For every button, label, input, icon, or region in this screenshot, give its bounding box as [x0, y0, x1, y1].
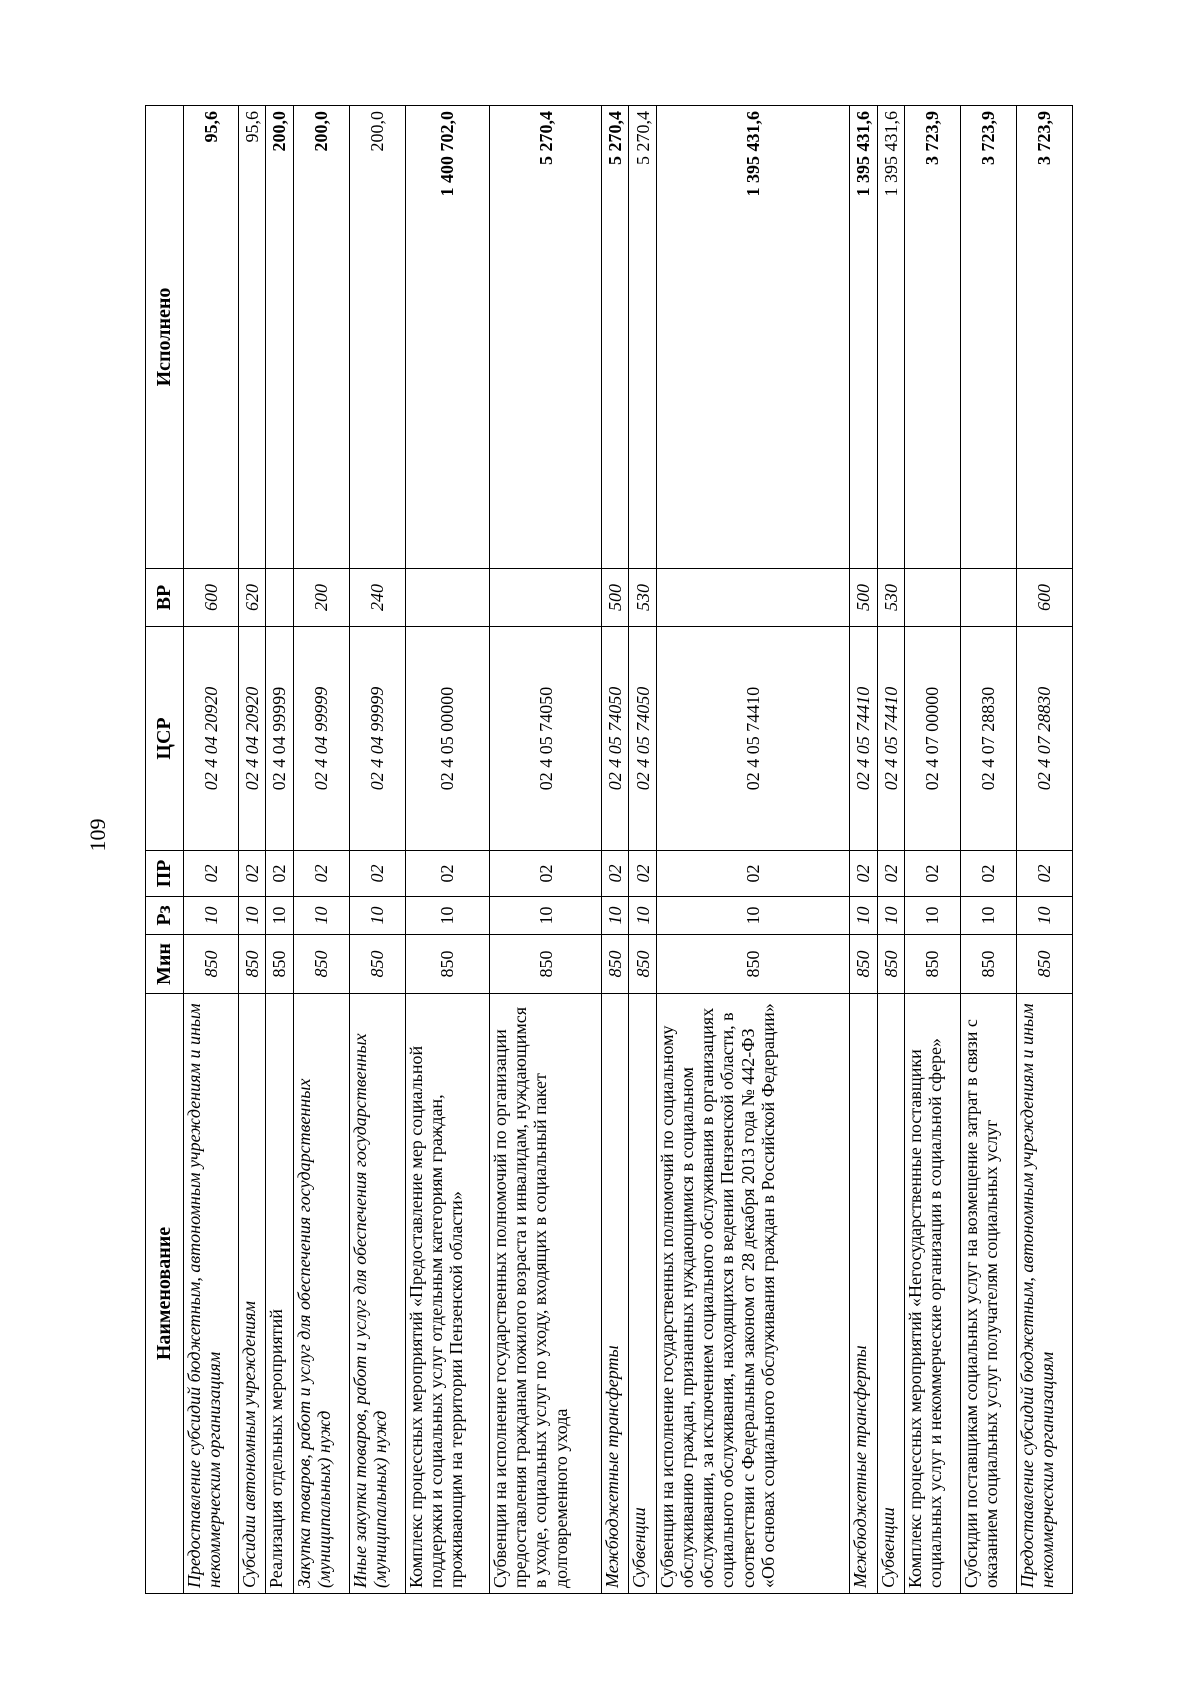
row-done: 3 723,9 [1016, 106, 1072, 569]
row-rz: 10 [184, 897, 239, 935]
row-rz: 10 [877, 897, 904, 935]
row-pr: 02 [656, 851, 849, 897]
row-rz: 10 [960, 897, 1016, 935]
row-vr [960, 569, 1016, 627]
row-name: Субсидии поставщикам социальных услуг на возмещение затрат в связи с оказанием социальных услуг получателям социальных услуг [960, 994, 1016, 1594]
page-number: 109 [85, 818, 110, 852]
row-pr: 02 [629, 851, 656, 897]
header-name: Наименование [146, 994, 184, 1594]
row-done: 5 270,4 [602, 106, 629, 569]
table-row [490, 106, 602, 1594]
header-min: Мин [146, 935, 184, 994]
row-min: 850 [238, 935, 265, 994]
table-header-row [146, 106, 184, 1594]
row-min: 850 [629, 935, 656, 994]
row-done: 200,0 [293, 106, 349, 569]
row-done: 5 270,4 [490, 106, 602, 569]
row-min: 850 [184, 935, 239, 994]
row-rz: 10 [405, 897, 489, 935]
row-vr: 600 [1016, 569, 1072, 627]
row-min: 850 [405, 935, 489, 994]
row-min: 850 [602, 935, 629, 994]
row-done: 1 395 431,6 [877, 106, 904, 569]
header-csr: ЦСР [146, 627, 184, 851]
row-vr [656, 569, 849, 627]
row-min: 850 [1016, 935, 1072, 994]
row-done: 1 395 431,6 [656, 106, 849, 569]
row-done: 200,0 [266, 106, 293, 569]
row-rz: 10 [602, 897, 629, 935]
row-min: 850 [850, 935, 877, 994]
row-csr: 02 4 04 20920 [184, 627, 239, 851]
row-vr: 530 [877, 569, 904, 627]
row-csr: 02 4 04 20920 [238, 627, 265, 851]
table-row [1016, 106, 1072, 1594]
row-pr: 02 [960, 851, 1016, 897]
row-pr: 02 [904, 851, 960, 897]
row-pr: 02 [850, 851, 877, 897]
row-csr: 02 4 05 74410 [656, 627, 849, 851]
row-csr: 02 4 07 00000 [904, 627, 960, 851]
row-min: 850 [349, 935, 405, 994]
row-done: 200,0 [349, 106, 405, 569]
row-rz: 10 [293, 897, 349, 935]
row-vr: 620 [238, 569, 265, 627]
row-name: Комплекс процессных мероприятий «Негосударственные поставщики социальных услуг и некоммерческие организации в социальной сфере» [904, 994, 960, 1594]
table-row [266, 106, 293, 1594]
row-vr [405, 569, 489, 627]
table-row [405, 106, 489, 1594]
row-name: Иные закупки товаров, работ и услуг для обеспечения государственных (муниципальных) нужд [349, 994, 405, 1594]
table-row [602, 106, 629, 1594]
row-name: Предоставление субсидий бюджетным, автономным учреждениям и иным некоммерческим организациям [184, 994, 239, 1594]
row-min: 850 [293, 935, 349, 994]
row-done: 1 400 702,0 [405, 106, 489, 569]
row-csr: 02 4 05 74410 [850, 627, 877, 851]
row-done: 1 395 431,6 [850, 106, 877, 569]
row-vr: 600 [184, 569, 239, 627]
rotated-table-container [145, 106, 1073, 1594]
row-csr: 02 4 04 99999 [293, 627, 349, 851]
row-name: Предоставление субсидий бюджетным, автономным учреждениям и иным некоммерческим организациям [1016, 994, 1072, 1594]
row-vr: 500 [602, 569, 629, 627]
row-min: 850 [960, 935, 1016, 994]
row-pr: 02 [293, 851, 349, 897]
row-pr: 02 [877, 851, 904, 897]
row-rz: 10 [656, 897, 849, 935]
row-name: Закупка товаров, работ и услуг для обеспечения государственных (муниципальных) нужд [293, 994, 349, 1594]
row-name: Субвенции на исполнение государственных полномочий по социальному обслуживанию граждан, признанных нуждающимися в социальном обслуживании, за исключением социального обслуживания в организациях социального обслуживания, находящихся в ведении Пензенской области, в соответствии с Федеральным законом от 28 декабря 2013 года № 442-ФЗ «Об основах социального обслуживания граждан в Российской Федерации» [656, 994, 849, 1594]
row-min: 850 [490, 935, 602, 994]
row-rz: 10 [349, 897, 405, 935]
row-csr: 02 4 05 74050 [602, 627, 629, 851]
table-row [850, 106, 877, 1594]
row-csr: 02 4 05 74050 [629, 627, 656, 851]
row-name: Субвенции [629, 994, 656, 1594]
row-csr: 02 4 04 99999 [349, 627, 405, 851]
row-rz: 10 [904, 897, 960, 935]
row-vr: 530 [629, 569, 656, 627]
table-row [656, 106, 849, 1594]
row-csr: 02 4 07 28830 [1016, 627, 1072, 851]
row-done: 5 270,4 [629, 106, 656, 569]
row-pr: 02 [405, 851, 489, 897]
row-rz: 10 [1016, 897, 1072, 935]
row-csr: 02 4 07 28830 [960, 627, 1016, 851]
row-name: Субсидии автономным учреждениям [238, 994, 265, 1594]
row-rz: 10 [850, 897, 877, 935]
row-csr: 02 4 04 99999 [266, 627, 293, 851]
row-rz: 10 [266, 897, 293, 935]
row-pr: 02 [490, 851, 602, 897]
row-name: Комплекс процессных мероприятий «Предоставление мер социальной поддержки и социальных услуг отдельным категориям граждан, проживающим на территории Пензенской области» [405, 994, 489, 1594]
row-csr: 02 4 05 74410 [877, 627, 904, 851]
table-row [293, 106, 349, 1594]
table-row [877, 106, 904, 1594]
row-name: Субвенции на исполнение государственных полномочий по организации предоставления гражданам пожилого возраста и инвалидам, нуждающимся в уходе, социальных услуг по уходу, входящих в социальный пакет долговременного ухода [490, 994, 602, 1594]
table-row [904, 106, 960, 1594]
row-pr: 02 [184, 851, 239, 897]
row-vr [490, 569, 602, 627]
row-vr: 240 [349, 569, 405, 627]
table-row [238, 106, 265, 1594]
row-pr: 02 [349, 851, 405, 897]
table-row [184, 106, 239, 1594]
row-pr: 02 [238, 851, 265, 897]
row-vr: 500 [850, 569, 877, 627]
table-row [960, 106, 1016, 1594]
row-vr [904, 569, 960, 627]
row-vr: 200 [293, 569, 349, 627]
header-done: Исполнено [146, 106, 184, 569]
row-vr [266, 569, 293, 627]
row-pr: 02 [1016, 851, 1072, 897]
row-csr: 02 4 05 74050 [490, 627, 602, 851]
row-pr: 02 [602, 851, 629, 897]
row-name: Реализация отдельных мероприятий [266, 994, 293, 1594]
row-done: 95,6 [238, 106, 265, 569]
row-name: Субвенции [877, 994, 904, 1594]
header-vr: ВР [146, 569, 184, 627]
row-name: Межбюджетные трансферты [602, 994, 629, 1594]
row-name: Межбюджетные трансферты [850, 994, 877, 1594]
row-min: 850 [656, 935, 849, 994]
header-pr: ПР [146, 851, 184, 897]
table-row [349, 106, 405, 1594]
row-rz: 10 [238, 897, 265, 935]
header-rz: Рз [146, 897, 184, 935]
row-done: 3 723,9 [960, 106, 1016, 569]
row-min: 850 [904, 935, 960, 994]
budget-table [145, 105, 1073, 1594]
row-pr: 02 [266, 851, 293, 897]
row-done: 95,6 [184, 106, 239, 569]
row-rz: 10 [629, 897, 656, 935]
row-min: 850 [877, 935, 904, 994]
table-row [629, 106, 656, 1594]
row-csr: 02 4 05 00000 [405, 627, 489, 851]
row-rz: 10 [490, 897, 602, 935]
row-min: 850 [266, 935, 293, 994]
row-done: 3 723,9 [904, 106, 960, 569]
